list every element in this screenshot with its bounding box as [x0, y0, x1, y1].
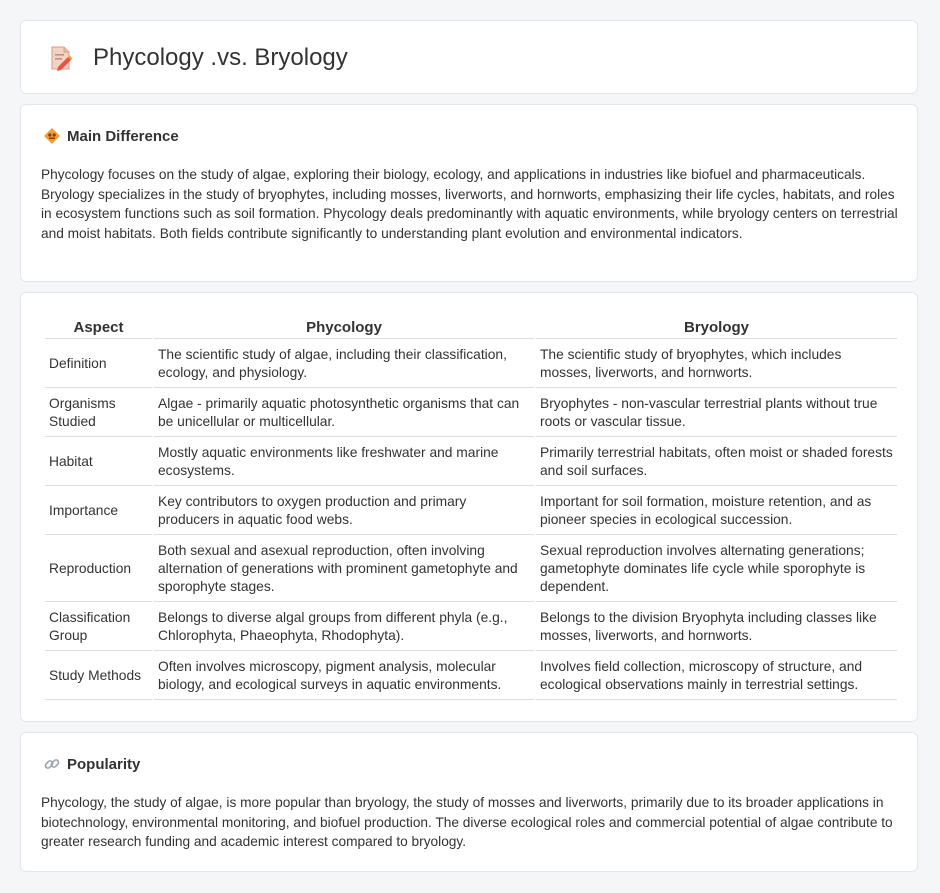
- bryology-cell: Involves field collection, microscopy of structure, and ecological observations mainly in terrestrial settings.: [536, 653, 897, 700]
- link-icon: [43, 755, 61, 773]
- phycology-cell: Key contributors to oxygen production and primary producers in aquatic food webs.: [154, 488, 534, 535]
- popularity-card: [20, 732, 918, 872]
- title-card: [20, 20, 918, 94]
- document-pencil-icon: [45, 43, 75, 73]
- phycology-cell: The scientific study of algae, including their classification, ecology, and physiology.: [154, 341, 534, 388]
- table-row: [45, 439, 897, 486]
- phycology-cell: Algae - primarily aquatic photosynthetic organisms that can be unicellular or multicellular.: [154, 390, 534, 437]
- main-difference-card: [20, 104, 918, 282]
- table-row: [45, 390, 897, 437]
- bryology-cell: Important for soil formation, moisture retention, and as pioneer species in ecological succession.: [536, 488, 897, 535]
- bryology-cell: Primarily terrestrial habitats, often moist or shaded forests and soil surfaces.: [536, 439, 897, 486]
- aspect-cell: Organisms Studied: [45, 390, 152, 437]
- comparison-card: [20, 292, 918, 722]
- bryology-cell: Belongs to the division Bryophyta including classes like mosses, liverworts, and hornworts.: [536, 604, 897, 651]
- aspect-cell: Study Methods: [45, 653, 152, 700]
- main-difference-heading: Main Difference: [67, 127, 179, 145]
- table-row: [45, 653, 897, 700]
- aspect-cell: Reproduction: [45, 537, 152, 602]
- phycology-cell: Often involves microscopy, pigment analysis, molecular biology, and ecological surveys in aquatic environments.: [154, 653, 534, 700]
- aspect-cell: Classification Group: [45, 604, 152, 651]
- title-row: [45, 43, 348, 73]
- main-difference-text: Phycology focuses on the study of algae, exploring their biology, ecology, and applications in industries like biofuel and pharmaceuticals. Bryology specializes in the study of bryophytes, including mosses, liverworts, and hornworts, emphasizing their life cycles, habitats, and roles in ecosystem functions such as soil formation. Phycology deals predominantly with aquatic environments, while bryology centers on terrestrial and moist habitats. Both fields contribute significantly to understanding plant evolution and environmental indicators.: [41, 167, 898, 241]
- bryology-cell: Sexual reproduction involves alternating generations; gametophyte dominates life cycle while sporophyte is dependent.: [536, 537, 897, 602]
- table-row: [45, 537, 897, 602]
- table-row: [45, 488, 897, 535]
- header-aspect: Aspect: [45, 318, 152, 339]
- comparison-table: [43, 316, 899, 702]
- header-phycology: Phycology: [154, 318, 534, 339]
- bryology-cell: The scientific study of bryophytes, which includes mosses, liverworts, and hornworts.: [536, 341, 897, 388]
- main-difference-header: [43, 127, 179, 145]
- aspect-cell: Habitat: [45, 439, 152, 486]
- popularity-heading: Popularity: [67, 755, 141, 773]
- aspect-cell: Importance: [45, 488, 152, 535]
- phycology-cell: Both sexual and asexual reproduction, often involving alternation of generations with prominent gametophyte and sporophyte stages.: [154, 537, 534, 602]
- page-title: Phycology .vs. Bryology: [93, 44, 348, 71]
- table-row: [45, 341, 897, 388]
- header-bryology: Bryology: [536, 318, 897, 339]
- popularity-header: [43, 755, 140, 773]
- phycology-cell: Belongs to diverse algal groups from different phyla (e.g., Chlorophyta, Phaeophyta, Rhodophyta).: [154, 604, 534, 651]
- popularity-text: Phycology, the study of algae, is more popular than bryology, the study of mosses and liverworts, primarily due to its broader applications in biotechnology, environmental monitoring, and biofuel production. The diverse ecological roles and commercial potential of algae contribute to greater research funding and academic interest compared to bryology.: [41, 795, 893, 850]
- aspect-cell: Definition: [45, 341, 152, 388]
- diamond-sign-icon: [43, 127, 61, 145]
- table-header-row: [45, 318, 897, 339]
- phycology-cell: Mostly aquatic environments like freshwater and marine ecosystems.: [154, 439, 534, 486]
- bryology-cell: Bryophytes - non-vascular terrestrial plants without true roots or vascular tissue.: [536, 390, 897, 437]
- table-row: [45, 604, 897, 651]
